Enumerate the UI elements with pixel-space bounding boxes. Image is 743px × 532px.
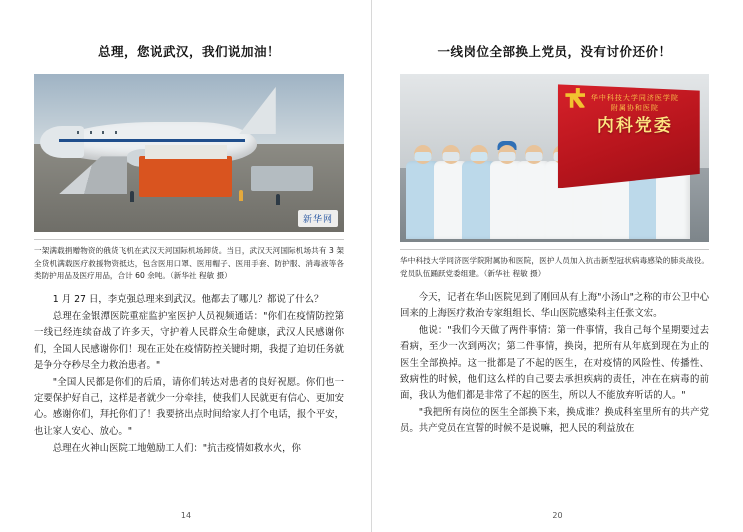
right-photo-caption: 华中科技大学同济医学院附属协和医院，医护人员加入抗击新型冠状病毒感染的肺炎战役。党员队伍踊跃党委组建。（新华社 程敏 摄） (400, 249, 709, 280)
paragraph: "我把所有岗位的医生全部换下来，换成谁？换成科室里所有的共产党员。共产党员在宣誓的时候不是说嘛，把人民的利益放在 (400, 407, 709, 435)
airplane-livery-stripe (59, 139, 245, 142)
photo-watermark: 新华网 (298, 210, 338, 227)
cargo-plane-unloading-photo (34, 74, 344, 232)
face-mask-icon (415, 152, 432, 161)
paragraph: 总理在火神山医院工地勉励工人们："抗击疫情如救水火，你 (52, 442, 301, 454)
airplane-window (90, 131, 92, 134)
paragraph: 他说："我们今天做了两件事情：第一件事情，我自己每个星期要过去看病，至少一次到两次；第二件事情，换岗，把所有从年底到现在为止的医生全部换掉。这一批都是了不起的医生，在对疫情的风险性、传播性、致病性的时候，他们这么样的自己要去承担疾病的责任，冲在在病毒的前面，我认为他们都是非常了不起的医生，所以人不能放弃听话的人。" (400, 325, 709, 401)
cargo-truck (251, 166, 313, 191)
medical-team-party-banner-photo (400, 74, 709, 242)
banner-title: 内科党委 (596, 115, 673, 136)
right-body-text (400, 290, 709, 438)
left-page-number: 14 (180, 511, 192, 520)
airplane-window (77, 131, 79, 134)
paragraph: 总理在金银潭医院重症监护室医护人员视频通话："你们在疫情防控第一线已经连续奋战了许多天，守护着人民群众生命健康，武汉人民感谢你们，全国人民感谢你们！现在正处在疫情防控关键时期，我提了迫切任务就是争分夺秒尽全力救治患者。" (34, 311, 344, 371)
face-mask-icon (442, 152, 459, 161)
left-page-headline: 总理，您说武汉，我们说加油！ (97, 44, 280, 59)
cargo-scissor-lift (139, 156, 232, 197)
paragraph: "全国人民都是你们的后盾，请你们转达对患者的良好祝愿。你们也一定要保护好自己，这样是者就少一分牵挂，使我们人民就更有信心、更加安心。感谢你们，拜托你们了！我要挤出点时间给家人打个电话，报个平安，也让家人安心、放心。" (34, 377, 344, 437)
face-mask-icon (470, 152, 487, 161)
banner-subtitle: 华中科技大学同济医学院附属协和医院 (590, 94, 679, 112)
right-page-headline: 一线岗位全部换上党员，没有讨价还价！ (437, 44, 672, 59)
airplane-window (115, 131, 117, 134)
left-photo-caption: 一架满载捐赠物资的俄货飞机在武汉天河国际机场卸货。当日，武汉天河国际机场共有 3 架全货机满载医疗救援物资抵达，包含医用口罩、医用帽子、医用手套、防护服、消毒液等各类防护用品及医疗用品，合计 60 余吨。（新华社 程敏 摄） (34, 239, 344, 282)
paragraph: 1 月 27 日，李克强总理来到武汉。他都去了哪儿？都说了什么？ (52, 294, 324, 306)
ground-crew-person (276, 194, 280, 205)
paragraph: 今天，记者在华山医院见到了刚回从有上海"小汤山"之称的市公卫中心回来的上海医疗救治专家组组长、华山医院感染科主任张文宏。 (400, 291, 709, 320)
airplane-window (102, 131, 104, 134)
right-page-number: 20 (552, 511, 563, 520)
ground-crew-person (239, 190, 243, 201)
left-body-text (34, 292, 344, 457)
right-page (372, 0, 743, 532)
ground-crew-person (130, 191, 134, 202)
face-mask-icon (526, 152, 543, 161)
face-mask-icon (498, 152, 515, 161)
